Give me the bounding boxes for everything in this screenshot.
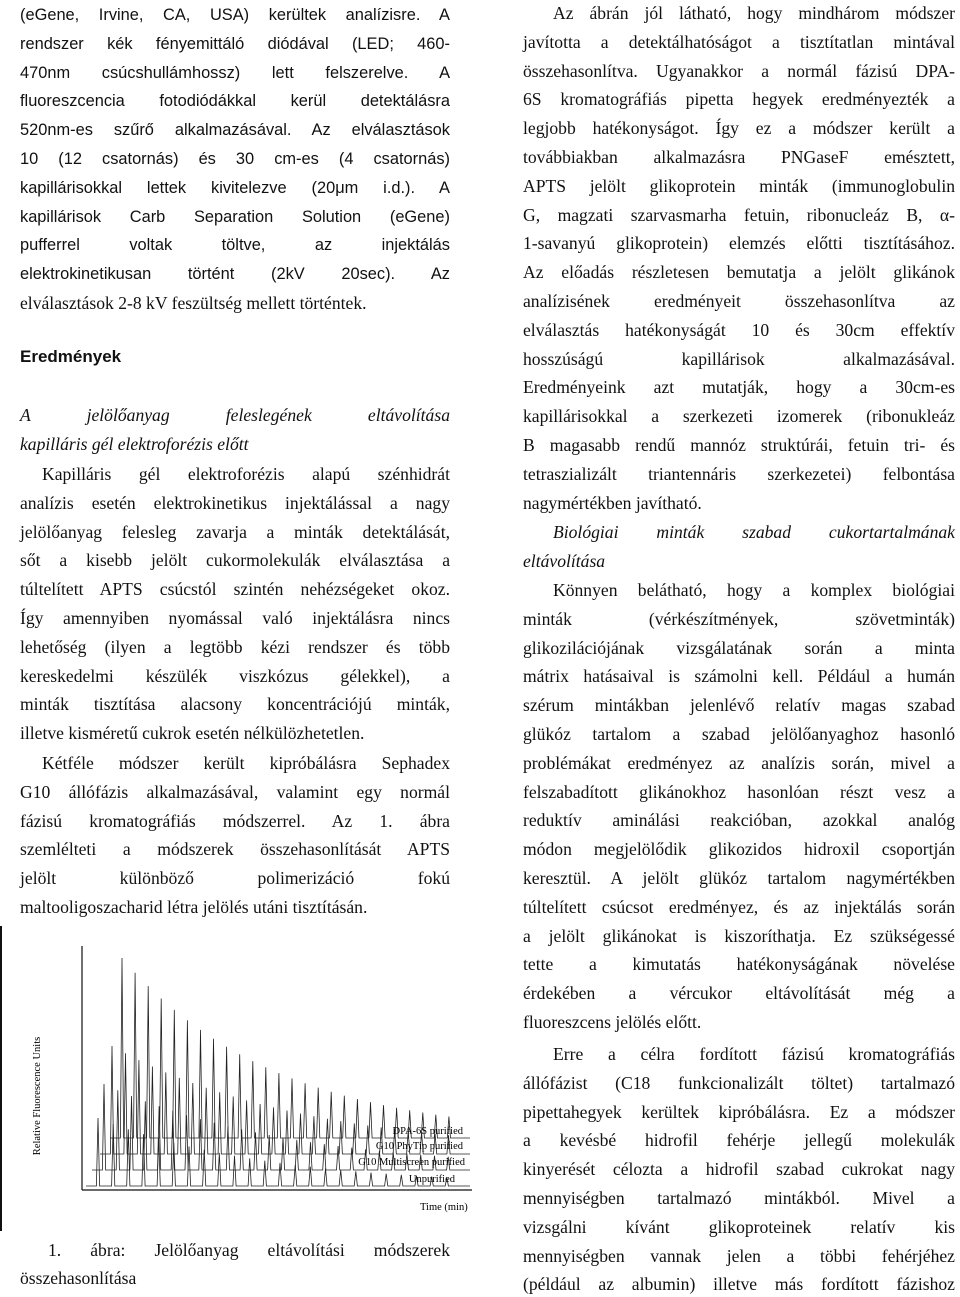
paragraph-line: Könnyen belátható, hogy a komplex biológiai (553, 580, 955, 600)
paragraph-line: mátrix hatásaival is számolni kell. Például a humán (523, 666, 955, 687)
paragraph-line: Eredményeink azt mutatják, hogy a 30cm-es (523, 377, 955, 398)
paragraph-line: hosszúságú kapillárisok alkalmazásával. (523, 348, 955, 369)
paragraph-line: tette a kimutatás hatékonyságának növelése (523, 954, 955, 975)
paragraph-line: kinyerését célozta a hidrofil szabad cukrokat nagy (523, 1159, 955, 1180)
paragraph-line: maltooligoszacharid létra jelölés utáni tisztításán. (20, 897, 368, 917)
intro-text-line: 470nm csúcshullámhossz) lett felszerelve. A (20, 63, 450, 82)
figure-electropherogram (0, 918, 480, 1236)
figure-left-rule (0, 926, 2, 1231)
paragraph-line: tetraszializált triantennáris szerkezetei) felbontása (523, 463, 955, 484)
intro-text-line: elválasztások 2-8 kV feszültség mellett történtek. (20, 293, 367, 313)
paragraph-line: (például az albumin) illetve más fordított fázishoz (523, 1274, 955, 1295)
figure-caption-line: összehasonlítása (20, 1268, 137, 1288)
paragraph-line: módon megjelölődik glikozidos hidroxil csoportján (523, 839, 955, 860)
electropherogram-trace (110, 958, 470, 1138)
paragraph-line: glikozilációjának vizsgálatának során a minta (523, 637, 955, 658)
section-heading: Eredmények (20, 347, 122, 366)
paragraph-line: G, magzati szarvasmarha fetuin, ribonucleáz B, α- (523, 204, 955, 225)
paragraph-line: Az ábrán jól látható, hogy mindhárom módszer (553, 3, 955, 23)
paragraph-line: B magasabb rendű mannóz struktúrái, fetuin tri- és (523, 435, 955, 455)
legend-entry: G10 Multiscreen purified (358, 1157, 465, 1168)
paragraph-line: jelölt különböző polimerizáció fokú (20, 868, 450, 889)
intro-text-line: kapillárisok Carb Separation Solution (eGene) (20, 207, 450, 226)
paragraph-line: glükóz tartalom a szabad jelölőanyaghoz hasonló (523, 724, 955, 744)
subsection-heading-line: eltávolítása (523, 550, 606, 571)
legend-entry: G10 PhyTip purified (375, 1141, 463, 1152)
intro-text-line: 10 (12 csatornás) és 30 cm-es (4 csatornás) (20, 150, 450, 168)
paragraph-line: elválasztás hatékonyságát 10 és 30cm effektív (523, 319, 955, 340)
paragraph-line: Kétféle módszer került kipróbálásra Sephadex (42, 753, 450, 773)
paragraph-line: fluoreszcens jelölés előtt. (523, 1012, 702, 1032)
paragraph-line: keresztül. A jelölt glükóz tartalom nagymértékben (523, 868, 955, 888)
subsection-heading-line: Biológiai minták szabad cukortartalmának (553, 522, 955, 542)
paragraph-line: sőt a kisebb jelölt cukormolekulák elválasztása a (20, 550, 450, 571)
paragraph-line: minták (vérkészítmények, szövetminták) (523, 608, 955, 629)
y-axis-label: Relative Fluorescence Units (32, 1036, 43, 1156)
paragraph-line: vizsgálni kívánt glikoproteinek relatív kis (523, 1216, 955, 1237)
paragraph-line: javította a detektálhatóságot a tisztítatlan mintával (523, 31, 955, 52)
intro-text-line: (eGene, Irvine, CA, USA) kerültek analízisre. A (20, 6, 450, 24)
paragraph-line: analízisének eredményeit összehasonlítva az (523, 291, 955, 311)
legend-entry: DPA-6S purified (392, 1126, 463, 1137)
subsection-heading-line: kapilláris gél elektroforézis előtt (20, 433, 249, 454)
paragraph-line: problémákat eredményez az analízis során, mivel a (523, 752, 955, 773)
paragraph-line: nagymértékben javítható. (523, 492, 702, 513)
paragraph-line: összehasonlítva. Ugyanakkor a normál fázisú DPA- (523, 60, 955, 81)
paragraph-line: érdekében a vércukor eltávolítását még a (523, 983, 955, 1004)
paragraph-line: továbbiakban alkalmazásra PNGaseF emésztett, (523, 147, 955, 167)
legend-entry: Unpurified (408, 1174, 455, 1185)
paragraph-line: APTS jelölt glikoprotein minták (immunoglobulin (523, 175, 955, 196)
paragraph-line: Így amennyiben nyomással való injektálásra nincs (20, 608, 450, 628)
paragraph-line: 6S kromatográfiás pipetta hegyek eredményezték a (523, 89, 955, 110)
paragraph-line: a kevésbé hidrofil fehérje jellegű molekulák (523, 1130, 955, 1151)
paragraph-line: reduktív aminálási reakcióban, azokkal analóg (523, 810, 955, 831)
legend (358, 1126, 465, 1185)
intro-text-line: fluoreszcencia fotodiódákkal kerül detektálásra (20, 92, 450, 111)
intro-text-line: kapillárisokkal lettek kivitelezve (20μm i.d.). A (20, 178, 450, 197)
intro-text-line: elektrokinetikusan történt (2kV 20sec). Az (20, 265, 450, 284)
paragraph-line: illetve kisméretű cukrok esetén nélkülözhetetlen. (20, 723, 365, 744)
intro-text-line: rendszer kék fényemittáló diódával (LED; 460- (20, 34, 450, 53)
paragraph-line: Erre a célra fordított fázisú kromatográfiás (553, 1044, 955, 1064)
paragraph-line: túltelített csúcsot eredményez, és az injektálás során (523, 896, 955, 917)
paragraph-line: fázisú kromatográfiás módszerrel. Az 1. ábra (20, 810, 450, 831)
paragraph-line: kereskedelmi készülék viszkózus gélekkel), a (20, 665, 450, 686)
paragraph-line: jelölőanyag felesleg zavarja a minták detektálását, (20, 521, 450, 542)
paragraph-line: analízis esetén elektrokinetikus injektálással a nagy (20, 492, 450, 513)
paragraph-line: pipettahegyek kerültek kipróbálásra. Ez a módszer (523, 1101, 955, 1122)
paragraph-line: túltelített APTS csúcstól szintén nehézségeket okoz. (20, 579, 450, 600)
paragraph-line: minták tisztítása alacsony koncentrációjú minták, (20, 694, 450, 715)
paragraph-line: legjobb hatékonyságot. Így ez a módszer került a (523, 118, 955, 139)
paragraph-line: állófázist (C18 funkcionalizált töltet) tartalmazó (523, 1072, 955, 1093)
paragraph-line: 1-savanyú glikoprotein) elemzés előtti tisztításához. (523, 233, 955, 254)
x-axis-label: Time (min) (420, 1202, 468, 1213)
paragraph-line: a jelölt glikánokat is kiszoríthatja. Ez szükségessé (523, 925, 955, 946)
paragraph-line: mennyiségben tartalmazó mintákból. Mivel a (523, 1188, 955, 1208)
paragraph-line: felszabadított glikánokhoz hasonlóan részt vesz a (523, 781, 955, 802)
paragraph-line: mennyiségben vannak jelen a többi fehérjéhez (523, 1245, 955, 1266)
intro-text-line: pufferrel voltak töltve, az injektálás (20, 236, 450, 255)
paragraph-line: G10 állófázis alkalmazásával, valamint egy normál (20, 781, 450, 802)
intro-text-line: 520nm-es szűrő alkalmazásával. Az elválasztások (20, 121, 450, 140)
figure-caption-line: 1. ábra: Jelölőanyag eltávolítási módszerek (48, 1240, 450, 1260)
paragraph-line: szemlélteti a módszerek összehasonlítását APTS (20, 839, 450, 860)
paragraph-line: Az előadás részletesen bemutatja a jelölt glikánok (523, 262, 955, 283)
paragraph-line: lehetőség (ilyen a legtöbb kézi rendszer és több (20, 636, 450, 657)
paragraph-line: kapillárisokkal a szerkezeti izomerek (ribonukleáz (523, 406, 955, 427)
paragraph-line: Kapilláris gél elektroforézis alapú szénhidrát (42, 464, 450, 484)
subsection-heading-line: A jelölőanyag feleslegének eltávolítása (20, 405, 450, 425)
paragraph-line: szérum mintákban jelenlévő relatív magas szabad (523, 695, 955, 716)
